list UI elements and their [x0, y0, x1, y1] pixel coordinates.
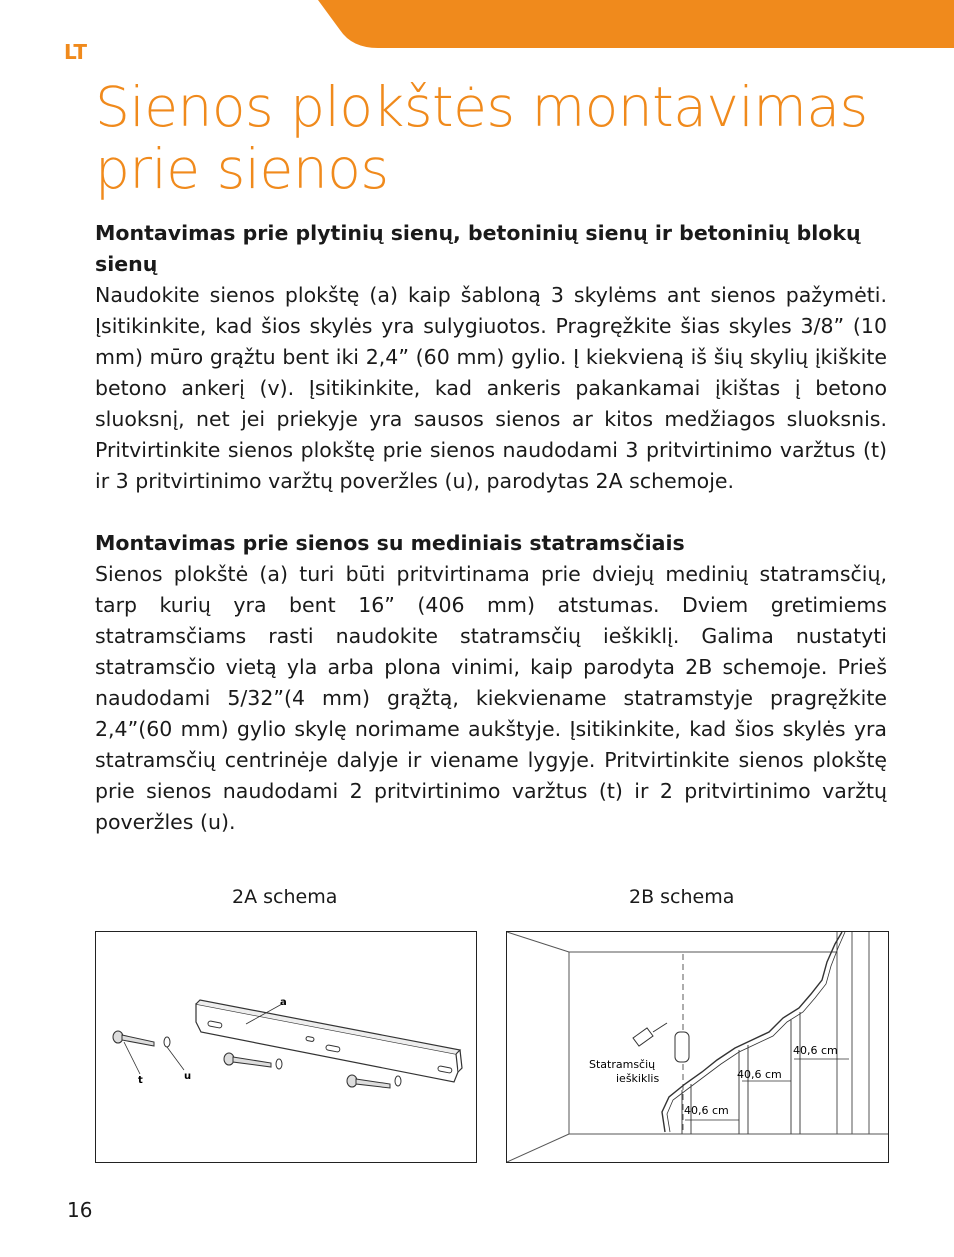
section-heading-wood-studs: Montavimas prie sienos su mediniais statramsčiais — [95, 531, 685, 555]
label-u: u — [184, 1071, 192, 1082]
wall-plate-illustration — [96, 932, 476, 1162]
section-body-wood-studs: Sienos plokštė (a) turi būti pritvirtinama prie dviejų medinių statramsčių, tarp kurių yra bent 16” (406 mm) atstumas. Dviem gretimiems statramsčiams rasti naudokite statramsčių ieškiklį. Galima nustatyti statramsčio vietą yla arba plona vinimi, kaip parodyta 2B schemoje. Prieš naudodami 5/32”(4 mm) grąžtą, kiekviename statramstyje pragręžkite 2,4”(60 mm) gylio skylę norimame aukštyje. Įsitikinkite, kad šios skylės yra statramsčių centrinėje dalyje ir viename lygyje. Pritvirtinkite sienos plokštę prie sienos naudodami 2 pritvirtinimo varžtus (t) ir 2 pritvirtinimo varžtų poveržles (u). — [95, 562, 887, 834]
section-body-masonry: Naudokite sienos plokštę (a) kaip šabloną 3 skylėms ant sienos pažymėti. Įsitikinkite, kad šios skylės yra sulygiuotos. Pragręžkite šias skyles 3/8” (10 mm) mūro grąžtu bent iki 2,4” (60 mm) gylio. Į kiekvieną iš šių skylių įkiškite betono ankerį (v). Įsitikinkite, kad ankeris pakankamai įkištas į betono sluoksnį, net jei priekyje yra sausos sienos ar kitos medžiagos sluoksnis. Pritvirtinkite sienos plokštę prie sienos naudodami 3 pritvirtinimo varžtus (t) ir 3 pritvirtinimo varžtų poveržles (u), parodytas 2A schemoje. — [95, 283, 887, 493]
label-a: a — [280, 997, 287, 1008]
section-heading-masonry: Montavimas prie plytinių sienų, betoninių sienų ir betoninių blokų sienų — [95, 221, 861, 276]
figure-2b — [506, 931, 889, 1163]
figure-2b-caption: 2B schema — [629, 886, 735, 908]
language-code: LT — [64, 40, 88, 64]
page-number: 16 — [67, 1198, 93, 1222]
figure-2a-caption: 2A schema — [232, 886, 338, 908]
label-t: t — [138, 1075, 143, 1086]
stud-finder-label-line2: ieškiklis — [616, 1072, 660, 1085]
stud-finder-label-line1: Statramsčių — [589, 1058, 656, 1071]
main-content — [95, 218, 887, 838]
dimension-label-2: 40,6 cm — [737, 1068, 782, 1081]
dimension-label-1: 40,6 cm — [684, 1104, 729, 1117]
title-line-2: prie sienos — [95, 137, 389, 201]
orange-header-tab — [0, 0, 954, 50]
stud-finder-illustration — [507, 932, 888, 1162]
dimension-label-3: 40,6 cm — [793, 1044, 838, 1057]
page-title — [95, 76, 915, 200]
title-line-1: Sienos plokštės montavimas — [95, 75, 868, 139]
figure-2a — [95, 931, 477, 1163]
